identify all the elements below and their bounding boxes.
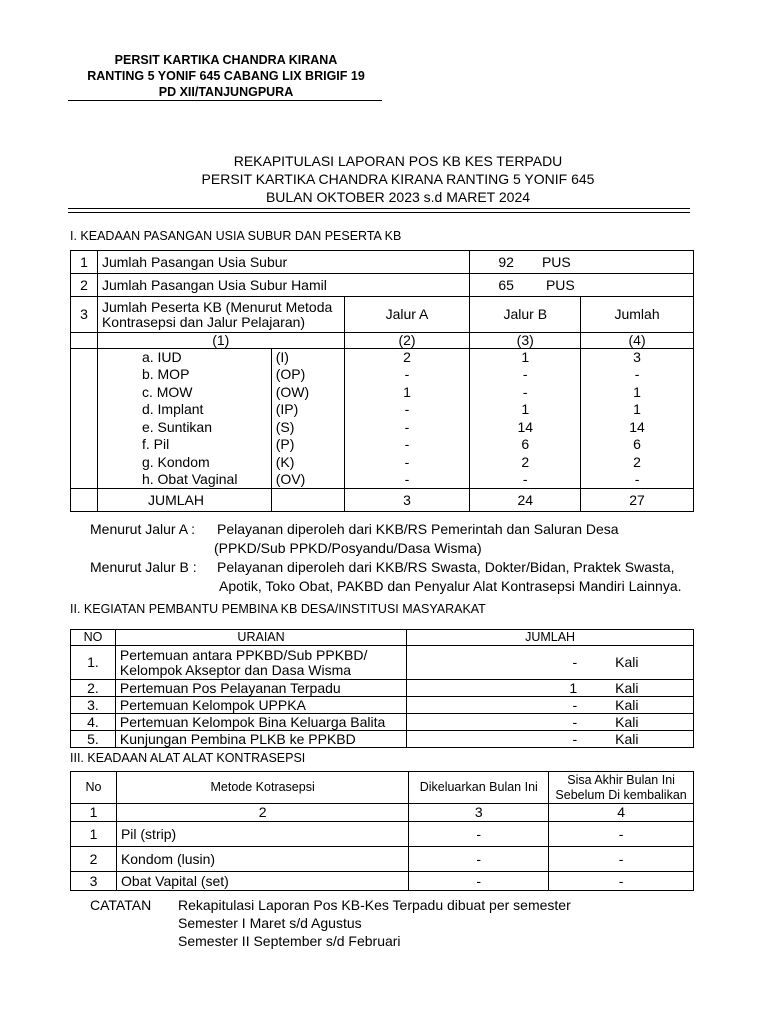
col-number: 2 <box>116 804 408 822</box>
report-title-1: REKAPITULASI LAPORAN POS KB KES TERPADU <box>233 153 563 169</box>
kegiatan-uraian: Kunjungan Pembina PLKB ke PPKBD <box>115 731 406 748</box>
alat-metode: Obat Vapital (set) <box>116 872 408 891</box>
col-jumlah: JUMLAH <box>407 630 694 646</box>
report-title-3: BULAN OKTOBER 2023 s.d MARET 2024 <box>265 189 531 205</box>
pus-hamil-value: 65 PUS <box>470 274 694 297</box>
kegiatan-no: 1. <box>71 646 116 680</box>
method-jalur-b: - <box>470 384 581 402</box>
alat-metode: Kondom (lusin) <box>116 847 408 872</box>
kb-header-row <box>71 297 694 333</box>
method-total: 1 <box>581 384 694 402</box>
jalur-a-label: Menurut Jalur A : <box>90 521 196 537</box>
method-row <box>71 471 694 489</box>
section-2-title: II. KEGIATAN PEMBANTU PEMBINA KB DESA/INSTITUSI MASYARAKAT <box>70 602 486 616</box>
empty-cell <box>71 384 98 402</box>
jalur-b-label: Menurut Jalur B : <box>90 559 197 575</box>
col-metode: Metode Kotrasepsi <box>116 772 408 804</box>
col-uraian: URAIAN <box>115 630 406 646</box>
alat-sisa: - <box>549 822 694 847</box>
methods-body <box>71 349 694 489</box>
empty-cell <box>71 419 98 437</box>
kegiatan-count: - <box>572 654 578 670</box>
org-line-1: PERSIT KARTIKA CHANDRA KIRANA <box>114 53 338 67</box>
alat-header <box>71 772 694 804</box>
total-row <box>71 489 694 512</box>
method-name: f. Pil <box>97 436 271 454</box>
method-total: 2 <box>581 454 694 472</box>
row-number: 2 <box>71 274 98 297</box>
kegiatan-jumlah <box>407 646 694 680</box>
method-code: (K) <box>271 454 344 472</box>
method-jalur-a: - <box>344 454 470 472</box>
kegiatan-row <box>71 697 694 714</box>
method-jalur-a: 1 <box>344 384 470 402</box>
jalur-a-text-2: (PPKD/Sub PPKD/Posyandu/Dasa Wisma) <box>214 540 482 556</box>
empty-cell <box>71 471 98 489</box>
org-line-2: RANTING 5 YONIF 645 CABANG LIX BRIGIF 19 <box>87 69 365 83</box>
alat-row <box>71 872 694 891</box>
method-total: 14 <box>581 419 694 437</box>
pus-hamil-row <box>71 274 694 297</box>
alat-dikeluarkan: - <box>409 872 549 891</box>
alat-no: 3 <box>71 872 117 891</box>
alat-col-number-row <box>71 804 694 822</box>
method-name: d. Implant <box>97 401 271 419</box>
method-row <box>71 349 694 367</box>
total-a: 3 <box>344 489 470 512</box>
empty-cell <box>71 436 98 454</box>
method-jalur-b: 1 <box>470 349 581 367</box>
method-jalur-a: - <box>344 436 470 454</box>
col-number: (1) <box>97 333 344 349</box>
col-number: 3 <box>409 804 549 822</box>
method-jalur-b: 2 <box>470 454 581 472</box>
kegiatan-count: - <box>572 696 578 713</box>
kegiatan-unit: Kali <box>615 654 639 670</box>
method-jalur-a: - <box>344 419 470 437</box>
pus-row <box>71 251 694 274</box>
alat-body <box>71 822 694 891</box>
method-total: 3 <box>581 349 694 367</box>
jalur-a-text-1: Pelayanan diperoleh dari KKB/RS Pemerintah dan Saluran Desa <box>217 521 619 537</box>
col-number: (2) <box>344 333 470 349</box>
method-code: (OP) <box>271 366 344 384</box>
kegiatan-row <box>71 646 694 680</box>
method-total: - <box>581 471 694 489</box>
kegiatan-count: - <box>572 730 578 747</box>
catatan-line-2: Semester I Maret s/d Agustus <box>178 915 362 931</box>
kegiatan-unit: Kali <box>615 696 639 713</box>
col-number: (4) <box>581 333 694 349</box>
row-number: 3 <box>71 297 98 333</box>
empty-cell <box>71 366 98 384</box>
kegiatan-table <box>70 629 694 748</box>
method-jalur-b: - <box>470 471 581 489</box>
kegiatan-no: 3. <box>71 697 116 714</box>
alat-row <box>71 822 694 847</box>
col-number: 4 <box>549 804 694 822</box>
method-jalur-b: 6 <box>470 436 581 454</box>
col-jalur-a: Jalur A <box>344 297 470 333</box>
method-code: (P) <box>271 436 344 454</box>
kegiatan-uraian: Pertemuan Pos Pelayanan Terpadu <box>115 680 406 697</box>
empty-cell <box>71 454 98 472</box>
method-code: (IP) <box>271 401 344 419</box>
method-jalur-a: - <box>344 366 470 384</box>
kegiatan-row <box>71 714 694 731</box>
method-row <box>71 384 694 402</box>
method-total: 6 <box>581 436 694 454</box>
empty-cell <box>71 349 98 367</box>
col-number: 1 <box>71 804 117 822</box>
kegiatan-header <box>71 630 694 646</box>
method-jalur-b: 14 <box>470 419 581 437</box>
method-row <box>71 366 694 384</box>
empty-cell <box>71 401 98 419</box>
alat-table <box>70 771 694 891</box>
kegiatan-no: 4. <box>71 714 116 731</box>
section-3-title: III. KEADAAN ALAT ALAT KONTRASEPSI <box>70 751 306 765</box>
method-total: 1 <box>581 401 694 419</box>
org-line-3: PD XII/TANJUNGPURA <box>158 85 294 99</box>
kegiatan-uraian: Pertemuan Kelompok UPPKA <box>115 697 406 714</box>
alat-dikeluarkan: - <box>409 822 549 847</box>
total-sum: 27 <box>581 489 694 512</box>
kegiatan-row <box>71 731 694 748</box>
kegiatan-uraian: Pertemuan Kelompok Bina Keluarga Balita <box>115 714 406 731</box>
kegiatan-unit: Kali <box>615 679 639 696</box>
alat-row <box>71 847 694 872</box>
alat-metode: Pil (strip) <box>116 822 408 847</box>
method-name: g. Kondom <box>97 454 271 472</box>
alat-dikeluarkan: - <box>409 847 549 872</box>
col-jumlah: Jumlah <box>581 297 694 333</box>
method-name: a. IUD <box>97 349 271 367</box>
kegiatan-count: - <box>572 713 578 730</box>
method-row <box>71 436 694 454</box>
total-label: JUMLAH <box>97 489 271 512</box>
catatan-line-1: Rekapitulasi Laporan Pos KB-Kes Terpadu dibuat per semester <box>178 897 571 913</box>
col-no: No <box>71 772 117 804</box>
catatan-label: CATATAN <box>90 897 152 913</box>
col-number-row <box>71 333 694 349</box>
kegiatan-no: 5. <box>71 731 116 748</box>
pus-value: 92 PUS <box>470 251 694 274</box>
col-no: NO <box>71 630 116 646</box>
report-title-2: PERSIT KARTIKA CHANDRA KIRANA RANTING 5 YONIF 645 <box>201 171 595 187</box>
kegiatan-jumlah <box>407 697 694 714</box>
method-jalur-a: - <box>344 401 470 419</box>
alat-no: 1 <box>71 822 117 847</box>
jalur-b-text-1: Pelayanan diperoleh dari KKB/RS Swasta, Dokter/Bidan, Praktek Swasta, <box>217 559 675 575</box>
col-dikeluarkan: Dikeluarkan Bulan Ini <box>409 772 549 804</box>
row-label: Jumlah Pasangan Usia Subur <box>97 251 469 274</box>
method-name: c. MOW <box>97 384 271 402</box>
title-double-rule <box>68 208 690 213</box>
method-code: (S) <box>271 419 344 437</box>
method-jalur-a: 2 <box>344 349 470 367</box>
col-number: (3) <box>470 333 581 349</box>
method-row <box>71 401 694 419</box>
method-name: h. Obat Vaginal <box>97 471 271 489</box>
kegiatan-unit: Kali <box>615 730 639 747</box>
kegiatan-jumlah <box>407 680 694 697</box>
kegiatan-count: 1 <box>569 679 578 696</box>
method-name: e. Suntikan <box>97 419 271 437</box>
col-sisa: Sisa Akhir Bulan Ini Sebelum Di kembalikan <box>549 772 694 804</box>
alat-sisa: - <box>549 872 694 891</box>
total-b: 24 <box>470 489 581 512</box>
method-name: b. MOP <box>97 366 271 384</box>
kegiatan-no: 2. <box>71 680 116 697</box>
method-jalur-a: - <box>344 471 470 489</box>
section-1-title: I. KEADAAN PASANGAN USIA SUBUR DAN PESERTA KB <box>70 229 402 243</box>
method-jalur-b: 1 <box>470 401 581 419</box>
kegiatan-unit: Kali <box>615 713 639 730</box>
row-number: 1 <box>71 251 98 274</box>
method-jalur-b: - <box>470 366 581 384</box>
kegiatan-jumlah <box>407 714 694 731</box>
kegiatan-row <box>71 680 694 697</box>
method-row <box>71 454 694 472</box>
method-row <box>71 419 694 437</box>
method-total: - <box>581 366 694 384</box>
col-jalur-b: Jalur B <box>470 297 581 333</box>
kegiatan-body <box>71 646 694 748</box>
catatan-line-3: Semester II September s/d Februari <box>178 933 401 949</box>
row-label: Jumlah Pasangan Usia Subur Hamil <box>97 274 469 297</box>
kb-header-label: Jumlah Peserta KB (Menurut Metoda Kontrasepsi dan Jalur Pelajaran) <box>97 297 344 333</box>
alat-no: 2 <box>71 847 117 872</box>
jalur-b-text-2: Apotik, Toko Obat, PAKBD dan Penyalur Alat Kontrasepsi Mandiri Lainnya. <box>219 578 682 594</box>
pus-table <box>70 250 694 512</box>
kegiatan-uraian: Pertemuan antara PPKBD/Sub PPKBD/ Kelompok Akseptor dan Dasa Wisma <box>115 646 406 680</box>
kegiatan-jumlah <box>407 731 694 748</box>
method-code: (OW) <box>271 384 344 402</box>
method-code: (I) <box>271 349 344 367</box>
org-underline <box>68 100 382 101</box>
alat-sisa: - <box>549 847 694 872</box>
method-code: (OV) <box>271 471 344 489</box>
